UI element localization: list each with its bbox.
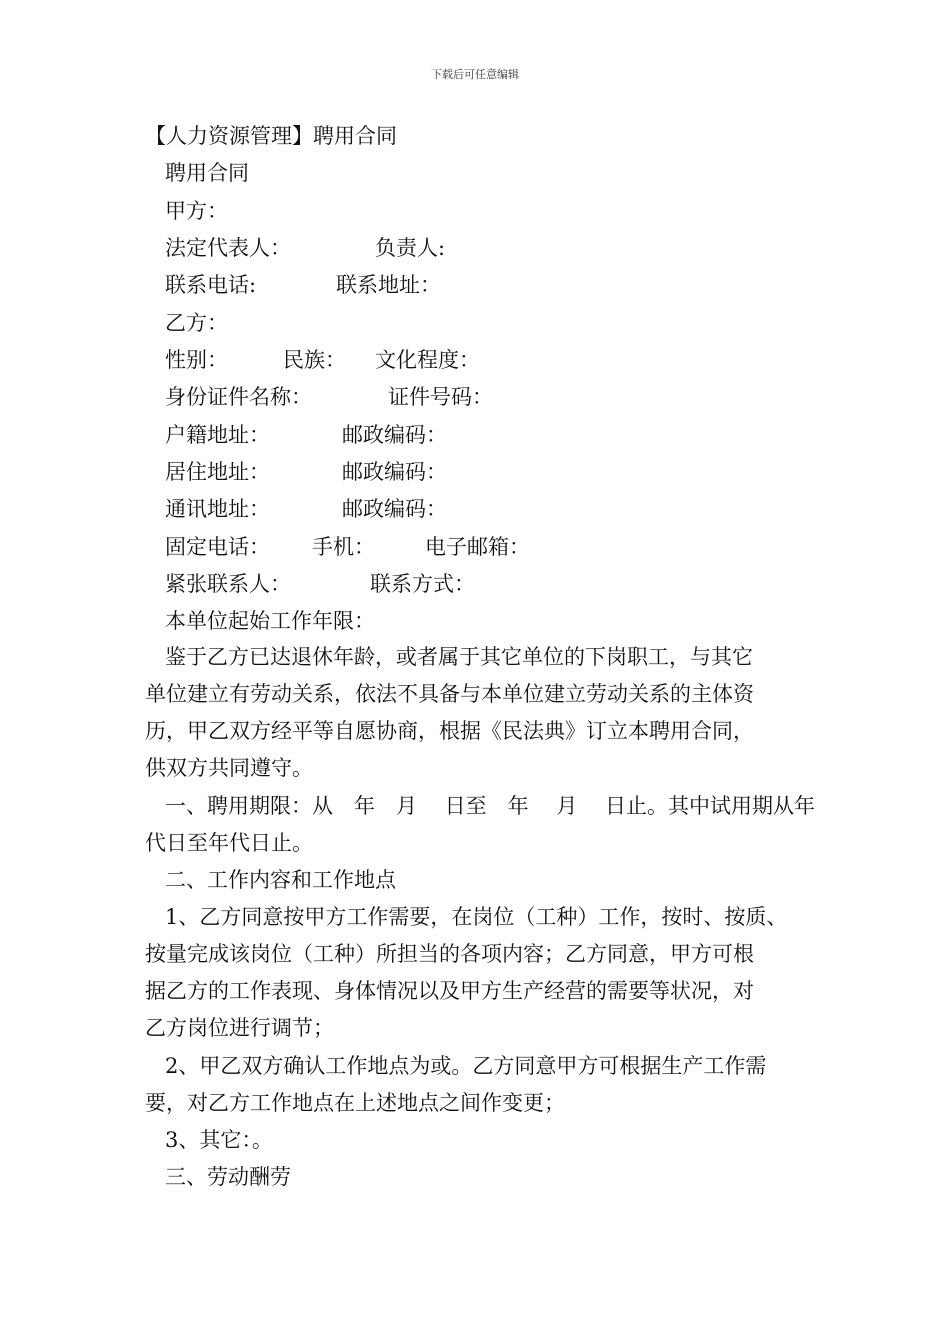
residence-addr-label: 居住地址：: [165, 460, 270, 484]
section-heading: [145, 862, 825, 899]
postal-code-label: 邮政编码：: [342, 423, 447, 447]
paragraph-line: 代日至年代日止。: [145, 831, 313, 855]
contact-method-label: 联系方式：: [370, 572, 475, 596]
paragraph-line: 单位建立有劳动关系，依法不具备与本单位建立劳动关系的主体资: [145, 682, 754, 706]
item3-paragraph: [145, 1122, 825, 1159]
document-title: 【人力资源管理】聘用合同: [145, 124, 397, 148]
paragraph-line: 供双方共同遵守。: [145, 756, 313, 780]
address-label: 联系地址：: [336, 273, 441, 297]
id-number-label: 证件号码：: [388, 385, 493, 409]
contract-name: 聘用合同: [165, 161, 249, 185]
person-in-charge-label: 负责人:: [375, 236, 446, 260]
section3-paragraph: [145, 1159, 825, 1196]
paragraph-line: 鉴于乙方已达退休年龄，或者属于其它单位的下岗职工，与其它: [165, 645, 753, 669]
party-b-label: 乙方：: [165, 311, 228, 335]
preamble-paragraph: [145, 639, 825, 787]
item1-paragraph: [145, 899, 825, 1047]
ethnicity-label: 民族：: [283, 348, 346, 372]
postal-code-label: 邮政编码：: [342, 497, 447, 521]
phone-label: 联系电话:: [165, 273, 257, 297]
section3-heading: 三、劳动酬劳: [165, 1165, 291, 1189]
emergency-contact-label: 紧张联系人：: [165, 572, 291, 596]
paragraph-line: 1、乙方同意按甲方工作需要，在岗位（工种）工作，按时、按质、: [165, 905, 788, 929]
education-label: 文化程度：: [375, 348, 480, 372]
household-addr-label: 户籍地址：: [165, 423, 270, 447]
id-name-label: 身份证件名称：: [165, 385, 312, 409]
paragraph-line: 历，甲乙双方经平等自愿协商，根据《民法典》订立本聘用合同，: [145, 719, 754, 743]
landline-label: 固定电话：: [165, 535, 270, 559]
header-note: 下载后可任意编辑: [431, 68, 519, 81]
item3-line: 3、其它：。: [165, 1128, 273, 1152]
email-label: 电子邮箱：: [425, 535, 530, 559]
paragraph-line: 2、甲乙双方确认工作地点为或。乙方同意甲方可根据生产工作需: [165, 1054, 767, 1078]
item2-paragraph: [145, 1048, 825, 1122]
mail-addr-label: 通讯地址：: [165, 497, 270, 521]
mobile-label: 手机：: [312, 535, 375, 559]
paragraph-line: 一、聘用期限：从 年 月 日至 年 月 日止。其中试用期从年: [165, 794, 816, 818]
paragraph-line: 要，对乙方工作地点在上述地点之间作变更；: [145, 1091, 565, 1115]
paragraph-line: 乙方岗位进行调节；: [145, 1016, 334, 1040]
postal-code-label: 邮政编码：: [342, 460, 447, 484]
gender-label: 性别：: [165, 348, 228, 372]
term-paragraph: [145, 788, 825, 862]
paragraph-line: 按量完成该岗位（工种）所担当的各项内容；乙方同意，甲方可根: [145, 942, 754, 966]
section2-heading: 二、工作内容和工作地点: [165, 868, 396, 892]
legal-rep-label: 法定代表人：: [165, 236, 291, 260]
paragraph-line: 据乙方的工作表现、身体情况以及甲方生产经营的需要等状况，对: [145, 979, 754, 1003]
party-a-label: 甲方：: [165, 199, 228, 223]
start-years-label: 本单位起始工作年限：: [165, 609, 375, 633]
